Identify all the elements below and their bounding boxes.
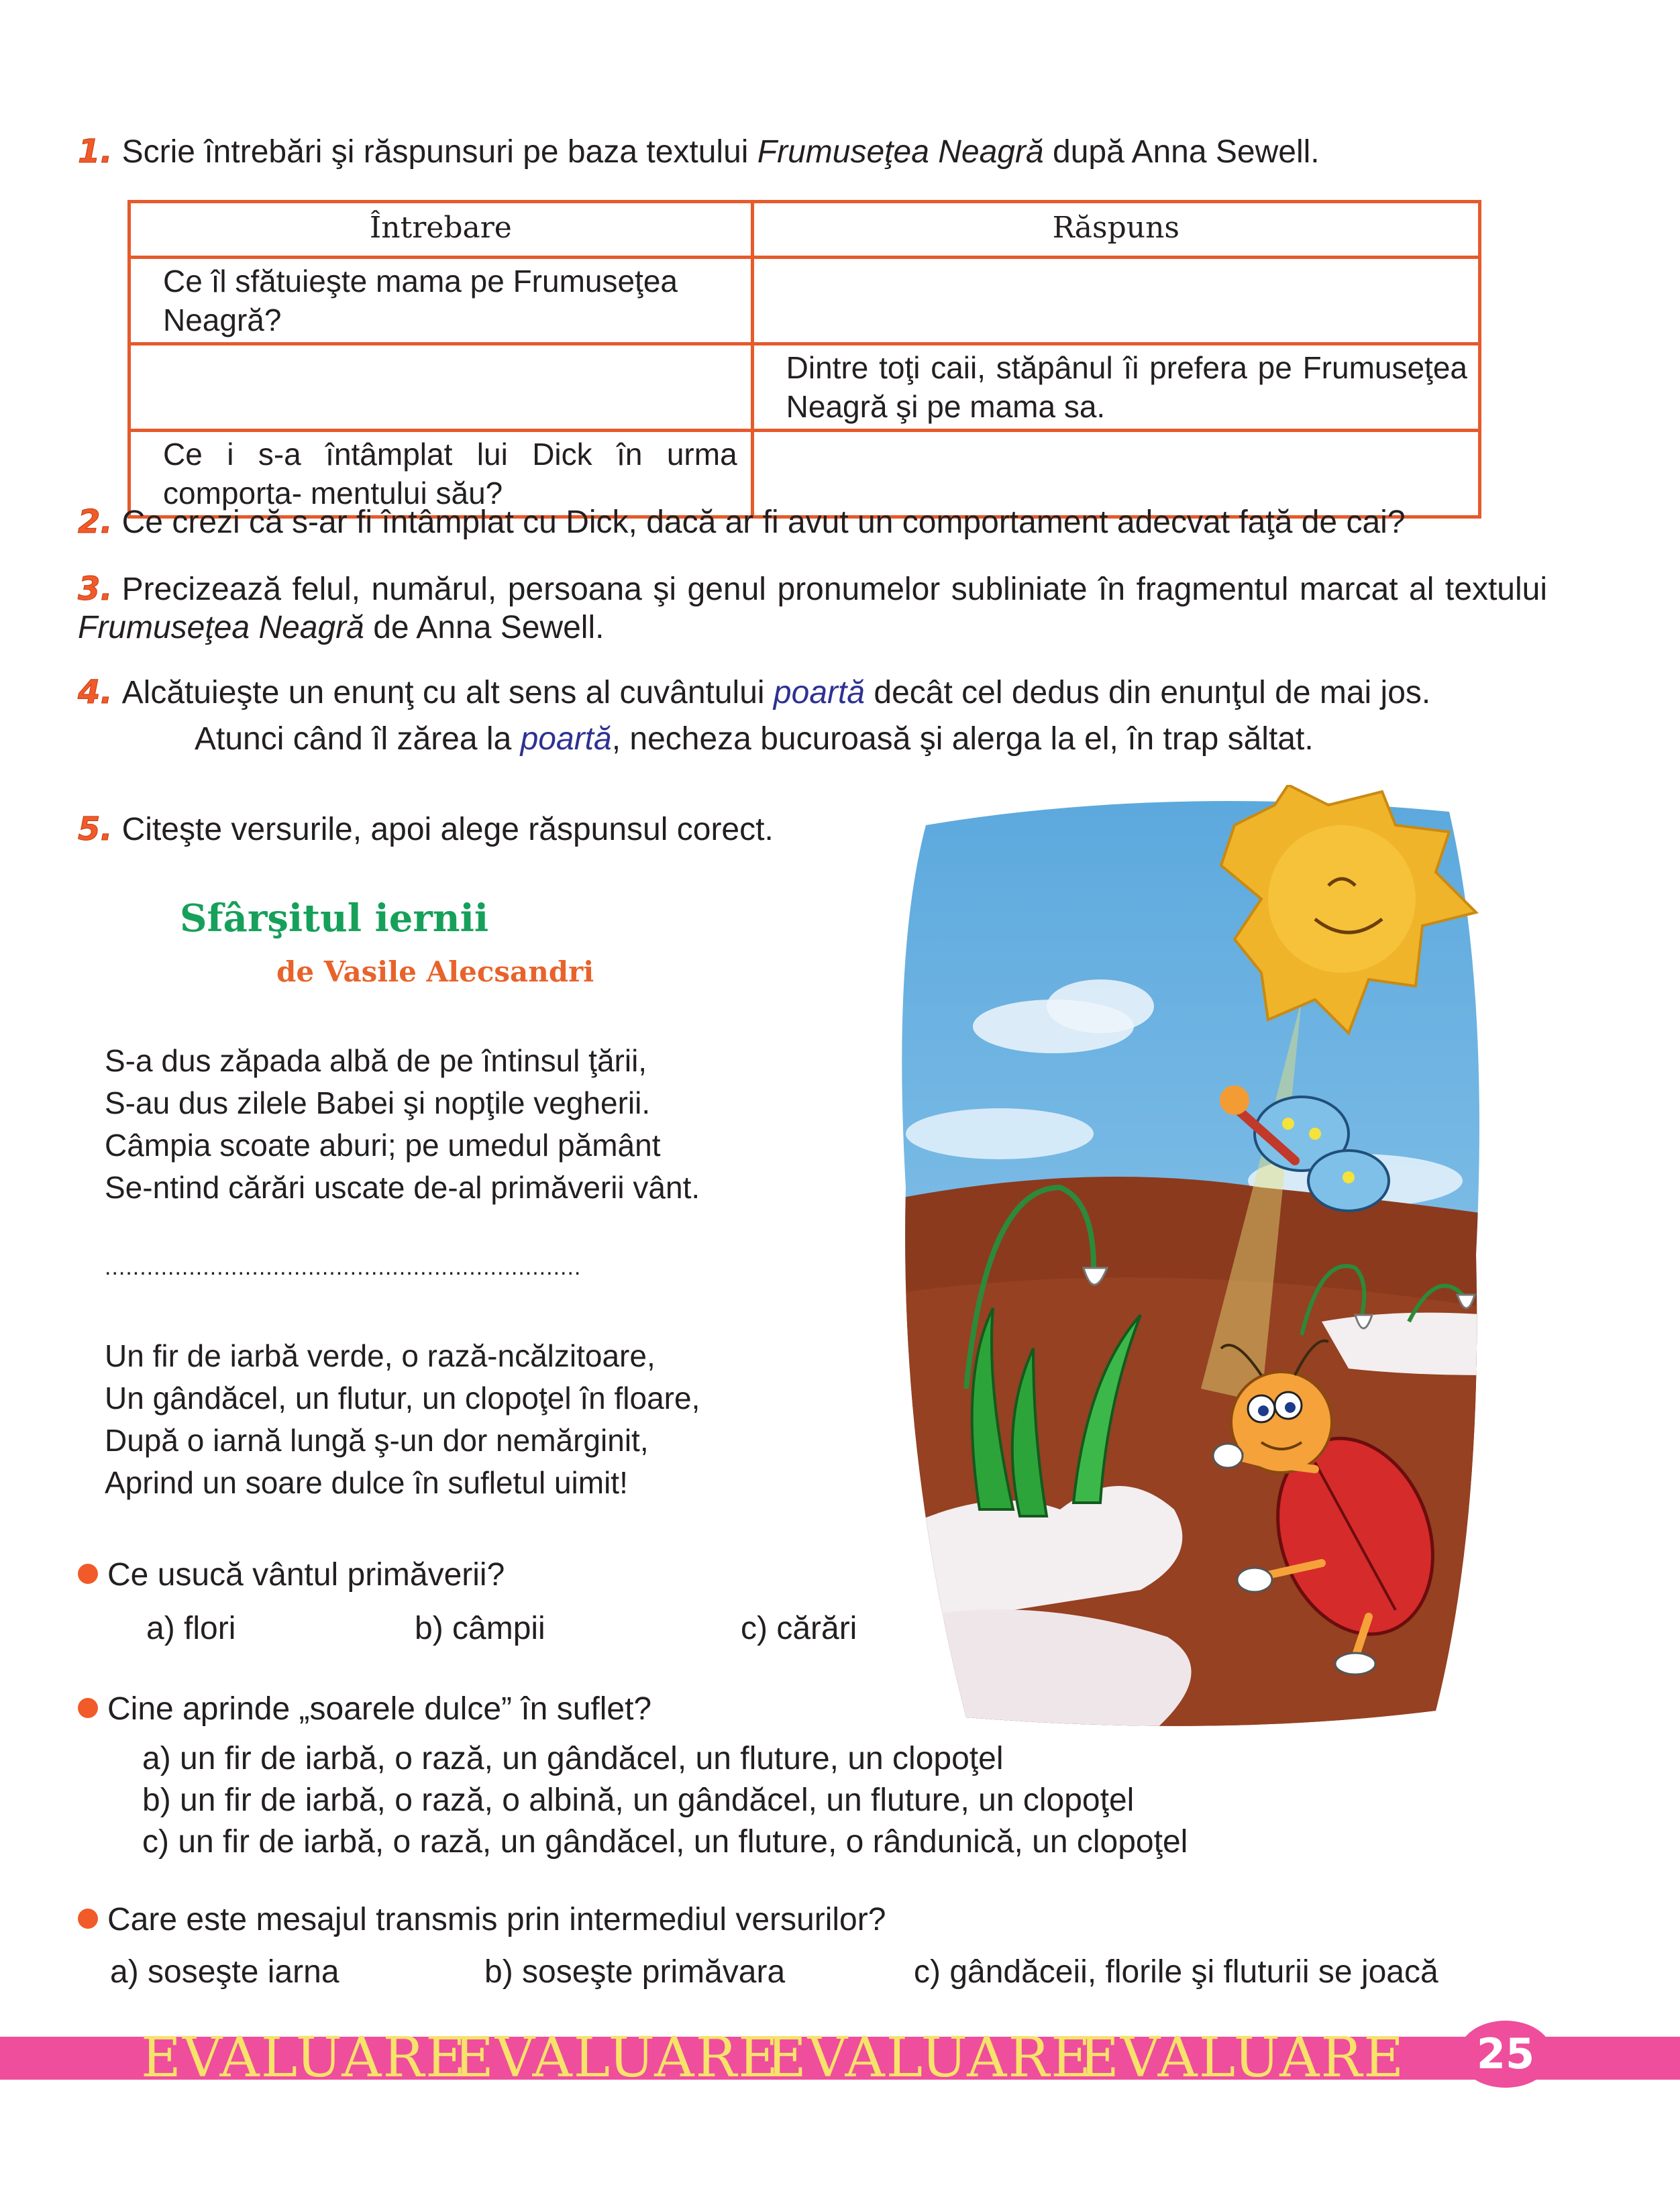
table-row: [129, 344, 1480, 431]
question-1: Ce usucă vântul primăverii?: [78, 1555, 505, 1595]
poem-line: Se-ntind cărări uscate de-al primăverii vânt.: [105, 1170, 700, 1205]
q3-option-a[interactable]: a) soseşte iarna: [110, 1954, 339, 1990]
poem-stanza-1: [105, 1040, 700, 1209]
poem-title: Sfârşitul iernii: [180, 896, 489, 941]
exercise-number: 4.: [78, 674, 113, 711]
poem-line: Un gândăcel, un flutur, un clopoţel în floare,: [105, 1381, 700, 1416]
illustration-svg: [886, 785, 1489, 1731]
footer-label: EVALUARE: [1079, 2026, 1406, 2090]
poem-line: Un fir de iarbă verde, o rază-ncălzitoare,: [105, 1338, 655, 1373]
bullet-icon: [78, 1564, 98, 1584]
exercise-5-prompt: 5. Citeşte versurile, apoi alege răspunsul corect.: [78, 810, 774, 848]
poem-line: Câmpia scoate aburi; pe umedul pământ: [105, 1128, 661, 1163]
q1-option-c[interactable]: c) cărări: [741, 1611, 857, 1646]
exercise-1-prompt: 1. Scrie întrebări şi răspunsuri pe baza textului Frumuseţea Neagră după Anna Sewell.: [78, 133, 1320, 170]
exercise-number: 2.: [78, 503, 113, 541]
q1-option-a[interactable]: a) flori: [146, 1611, 236, 1646]
poem-author: de Vasile Alecsandri: [276, 955, 594, 988]
exercise-3-prompt: 3. Precizează felul, numărul, persoana şi genul pronumelor subliniate în fragmentul marcat al textului: [78, 570, 1547, 608]
keyword: poartă: [520, 721, 612, 757]
qa-table: [127, 200, 1481, 519]
poem-line: După o iarnă lungă ş-un dor nemărginit,: [105, 1423, 649, 1458]
question-2: Cine aprinde „soarele dulce” în suflet?: [78, 1689, 651, 1729]
table-header-question: Întrebare: [129, 202, 753, 258]
q2-option-a[interactable]: a) un fir de iarbă, o rază, un gândăcel, un fluture, un clopoţel: [142, 1741, 1004, 1776]
table-row: [129, 258, 1480, 344]
table-cell: Dintre toţi caii, stăpânul îi prefera pe Frumuseţea Neagră şi pe mama sa.: [752, 344, 1479, 431]
footer-label: EVALUARE: [141, 2026, 468, 2090]
keyword: poartă: [773, 675, 865, 710]
poem-line: S-a dus zăpada albă de pe întinsul ţării,: [105, 1043, 647, 1078]
exercise-4-prompt: 4. Alcătuieşte un enunţ cu alt sens al cuvântului poartă decât cel dedus din enunţul de mai jos.: [78, 674, 1431, 711]
footer-label: EVALUARE: [766, 2026, 1093, 2090]
exercise-number: 5.: [78, 810, 113, 848]
q1-option-b[interactable]: b) câmpii: [415, 1611, 545, 1646]
poem-omission-dots: ....................................................................: [105, 1255, 582, 1280]
exercise-4-example: Atunci când îl zărea la poartă, necheza bucuroasă şi alerga la el, în trap săltat.: [195, 721, 1314, 757]
q2-option-b[interactable]: b) un fir de iarbă, o rază, o albină, un gândăcel, un fluture, un clopoţel: [142, 1782, 1135, 1818]
bullet-icon: [78, 1698, 98, 1718]
exercise-number: 3.: [78, 570, 113, 608]
spring-illustration: [886, 785, 1489, 1731]
q3-option-b[interactable]: b) soseşte primăvara: [484, 1954, 786, 1990]
table-cell-input[interactable]: [129, 344, 753, 431]
bullet-icon: [78, 1909, 98, 1929]
question-3: Care este mesajul transmis prin intermediul versurilor?: [78, 1900, 886, 1940]
table-cell-input[interactable]: [752, 258, 1479, 344]
q2-option-c[interactable]: c) un fir de iarbă, o rază, un gândăcel, un fluture, o rândunică, un clopoţel: [142, 1824, 1188, 1860]
exercise-3-prompt-cont: Frumuseţea Neagră de Anna Sewell.: [78, 610, 605, 645]
q3-option-c[interactable]: c) gândăceii, florile şi fluturii se joacă: [914, 1954, 1438, 1990]
footer-label: EVALUARE: [454, 2026, 780, 2090]
table-cell: Ce îl sfătuieşte mama pe Frumuseţea Neagră?: [129, 258, 753, 344]
page-number: 25: [1459, 2021, 1553, 2088]
exercise-number: 1.: [78, 133, 113, 170]
poem-line: S-au dus zilele Babei şi nopţile vegherii.: [105, 1085, 651, 1120]
poem-stanza-2: [105, 1335, 700, 1504]
exercise-2-prompt: 2. Ce crezi că s-ar fi întâmplat cu Dick, dacă ar fi avut un comportament adecvat faţă de cai?: [78, 503, 1406, 541]
poem-line: Aprind un soare dulce în sufletul uimit!: [105, 1465, 628, 1500]
table-cell: Ce i s-a întâmplat lui Dick în urma comporta- mentului său?: [129, 431, 753, 517]
table-header-answer: Răspuns: [752, 202, 1479, 258]
